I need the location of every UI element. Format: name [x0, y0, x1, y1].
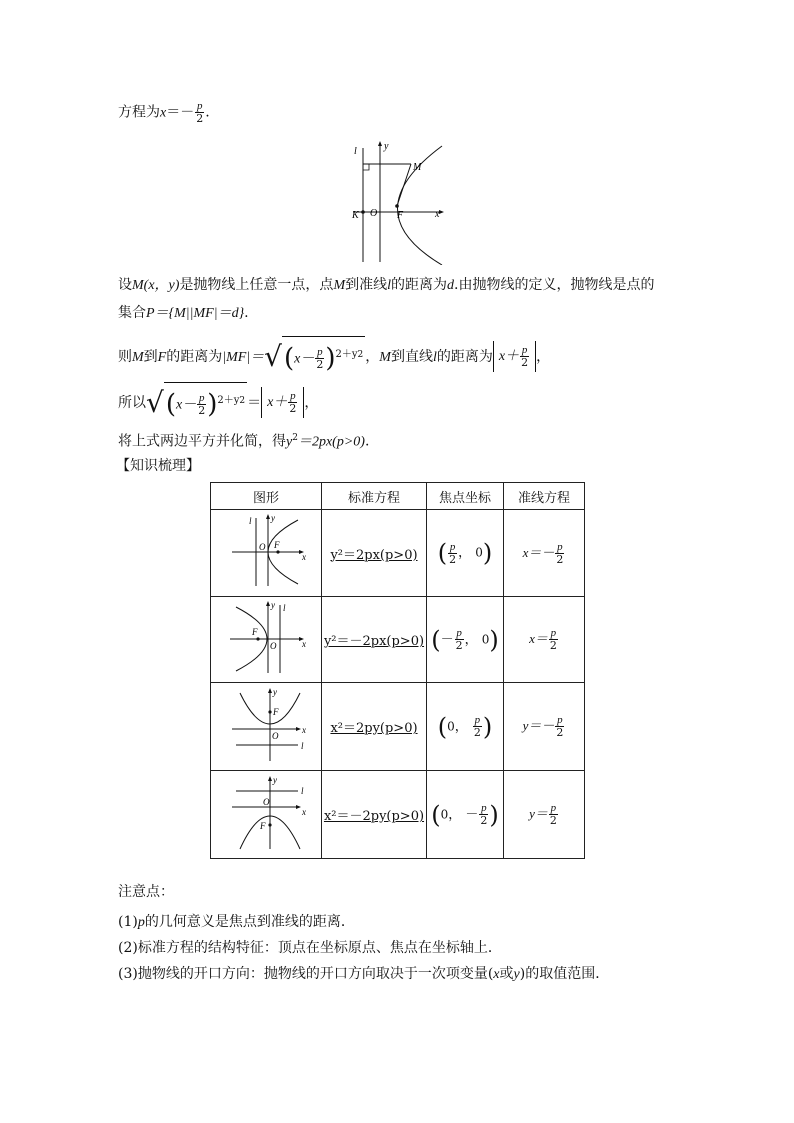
main-fig-label-K: K: [352, 210, 359, 221]
fig-label-y: y: [271, 513, 275, 523]
abs-x: x＋: [267, 395, 288, 411]
var-M: M: [132, 278, 144, 293]
directrix-num: p: [550, 802, 557, 814]
text-span: 到直线: [390, 348, 433, 365]
main-fig-label-F: F: [397, 210, 404, 221]
focus-num: p: [474, 714, 481, 726]
var-M: M: [379, 349, 391, 365]
intro-eq-rel: ＝－: [166, 104, 195, 121]
parabola-left-figure: [218, 599, 314, 677]
text-span: 到准线: [345, 277, 388, 293]
fig-label-F: F: [274, 540, 280, 550]
intro-frac-num: p: [196, 100, 203, 112]
fig-label-O: O: [263, 796, 270, 807]
header-equation: 标准方程: [322, 483, 427, 510]
text-span: 的距离为: [166, 348, 223, 365]
frac-num: p: [317, 346, 323, 359]
sqrt-tail: 2＋y: [217, 395, 240, 406]
fig-label-y: y: [271, 599, 275, 610]
directrix-cell: [504, 597, 585, 683]
sqrt-expression: √(x－ $\frac{p}{2}$ )$^{2+y2}$: [264, 336, 365, 378]
focus-den: 2: [455, 639, 463, 652]
intro-frac-den: 2: [196, 112, 204, 125]
header-directrix: 准线方程: [504, 483, 585, 510]
table-row: [211, 771, 585, 859]
table-header-row: [211, 483, 585, 510]
directrix-lhs: x＝: [529, 631, 548, 646]
intro-line: [118, 100, 210, 125]
directrix-cell: [504, 771, 585, 859]
main-fig-label-O: O: [370, 208, 378, 219]
var-y: y: [513, 967, 520, 982]
fig-label-x: x: [302, 806, 306, 817]
equation-text: y²＝－2px(p>0): [323, 634, 425, 649]
focus-cell: ( $\frac{p}{2}$ ， 0): [427, 510, 504, 597]
equation-cell: [322, 510, 427, 597]
derivation-line-2: [118, 303, 249, 324]
text-span: .由抛物线的定义，抛物线是点的: [454, 277, 655, 293]
text-span: 或: [499, 966, 514, 982]
derivation-line-3: [118, 336, 550, 378]
var-l: l: [387, 278, 391, 293]
main-fig-label-M: M: [413, 162, 422, 173]
fig-label-l: l: [301, 740, 304, 751]
fig-label-F: F: [273, 706, 279, 717]
focus-num: p: [449, 540, 456, 553]
directrix-den: 2: [556, 552, 564, 566]
directrix-lhs: y＝: [529, 806, 548, 821]
parabola-up-figure: [218, 685, 314, 765]
distance-MF: |MF|＝: [222, 349, 265, 365]
main-parabola-figure: [345, 140, 450, 265]
text-span: 到: [143, 348, 158, 365]
radical-sign: √: [146, 385, 164, 419]
text-span: ＝: [247, 394, 262, 411]
header-focus: 焦点坐标: [427, 483, 504, 510]
figure-cell: [211, 771, 322, 859]
frac-den: 2: [289, 401, 297, 415]
focus-den: 2: [480, 814, 488, 827]
sqrt-sup: 2: [357, 350, 364, 360]
fig-label-l: l: [301, 785, 304, 796]
intro-eq-lhs: x: [160, 105, 167, 121]
intro-end: .: [205, 104, 210, 121]
text-span: 是抛物线上任意一点，点: [179, 277, 334, 293]
text-span: (1): [118, 914, 138, 930]
sqrt-sup: 2: [239, 396, 246, 406]
focus-den: 2: [449, 552, 457, 566]
focus-num: p: [481, 802, 487, 814]
set-definition: P＝{M||MF|＝d}: [146, 306, 245, 321]
intro-prefix: 方程为: [118, 104, 160, 121]
equation-cell: [322, 771, 427, 859]
focus-cell: (0， $\frac{p}{2}$ ): [427, 683, 504, 771]
derivation-line-5: [118, 428, 369, 453]
text-span: 所以: [118, 394, 146, 411]
fig-label-y: y: [273, 686, 277, 697]
figure-cell: [211, 597, 322, 683]
parabola-down-figure: [218, 773, 314, 853]
directrix-num: p: [550, 627, 557, 639]
text-span: 的几何意义是焦点到准线的距离．: [144, 914, 355, 930]
text-span: .: [244, 305, 249, 321]
equation-cell: [322, 597, 427, 683]
var-y: y: [286, 434, 293, 450]
var-M: M: [333, 278, 346, 293]
note-3: [118, 964, 609, 985]
table-row: [211, 510, 585, 597]
table-row: [211, 597, 585, 683]
directrix-cell: [504, 683, 585, 771]
var-F: F: [157, 349, 167, 365]
text-span: ，: [536, 348, 551, 365]
main-fig-label-x: x: [435, 209, 440, 220]
focus-cell: (－ $\frac{p}{2}$ ， 0): [427, 597, 504, 683]
fig-label-O: O: [270, 640, 277, 651]
focus-cell: (0， － $\frac{p}{2}$ ): [427, 771, 504, 859]
fig-label-y: y: [273, 774, 277, 785]
figure-cell: [211, 510, 322, 597]
fig-label-l: l: [249, 516, 252, 526]
focus-a: 0: [440, 807, 449, 821]
coords-xy: (x，y): [143, 278, 180, 293]
table-row: [211, 683, 585, 771]
main-fig-label-l: l: [354, 146, 357, 157]
text-span: 的距离为: [391, 277, 447, 293]
directrix-den: 2: [556, 726, 564, 739]
section-heading: 【知识梳理】: [116, 458, 200, 474]
text-span: (3)抛物线的开口方向：抛物线的开口方向取决于一次项变量(: [118, 966, 494, 982]
focus-sign: －: [440, 632, 454, 647]
text-span: 将上式两边平方并化简，得: [118, 433, 286, 450]
directrix-lhs: y＝－: [522, 718, 555, 733]
derivation-line-4: [118, 382, 318, 424]
radical-sign: √: [264, 339, 282, 373]
abs-x: x＋: [498, 349, 520, 365]
intro-fraction: [195, 100, 204, 125]
text-span: 设: [118, 277, 132, 293]
parabola-right-figure: [218, 512, 314, 590]
parabola-table: [210, 482, 585, 859]
equation-text: x²＝2py(p>0): [330, 721, 418, 736]
fig-label-x: x: [302, 552, 306, 562]
focus-num: p: [456, 627, 462, 639]
var-x: x: [493, 967, 500, 982]
focus-b: 0: [475, 545, 483, 560]
focus-sign: －: [465, 807, 479, 822]
abs-expression: [493, 341, 536, 372]
directrix-cell: [504, 510, 585, 597]
focus-b: 0: [481, 632, 490, 646]
text-span: 集合: [118, 305, 146, 321]
notes-heading: 注意点：: [118, 884, 174, 900]
sup: 2: [292, 433, 298, 443]
text-span: 则: [118, 348, 132, 365]
sqrt-x: x－: [294, 351, 315, 367]
text-span: )的取值范围．: [519, 966, 610, 982]
abs-expression: [261, 387, 304, 418]
fig-label-x: x: [302, 724, 306, 735]
text-span: ，: [365, 348, 380, 365]
frac-den: 2: [316, 358, 324, 372]
frac-num: p: [198, 392, 205, 405]
fig-label-F: F: [252, 626, 258, 637]
directrix-den: 2: [549, 639, 557, 652]
var-d: d: [447, 278, 454, 293]
sqrt-tail: 2＋y: [335, 349, 358, 360]
directrix-num: p: [557, 714, 563, 726]
fig-label-O: O: [259, 542, 266, 552]
focus-den: 2: [473, 726, 481, 739]
directrix-num: p: [557, 540, 563, 553]
figure-cell: [211, 683, 322, 771]
sqrt-x: x－: [176, 397, 197, 413]
derivation-line-1: [118, 275, 654, 296]
frac-num: p: [521, 343, 528, 356]
frac-den: 2: [198, 404, 206, 418]
frac-num: p: [290, 389, 296, 402]
text-span: 的距离为: [436, 348, 493, 365]
frac-den: 2: [521, 355, 529, 369]
fig-label-x: x: [302, 638, 306, 649]
equation-text: y²＝2px(p>0): [330, 547, 418, 563]
text-span: .: [364, 433, 370, 450]
equation-text: x²＝－2py(p>0): [323, 809, 425, 824]
sqrt-expression: √(x－ $\frac{p}{2}$ )$^{2+y2}$: [146, 382, 247, 424]
var-p: p: [137, 915, 145, 930]
fig-label-F: F: [260, 820, 266, 831]
text-span: ，: [304, 394, 319, 411]
directrix-lhs: x＝－: [522, 544, 555, 560]
equation-cell: [322, 683, 427, 771]
rhs: ＝2px(p>0): [297, 434, 365, 450]
header-figure: 图形: [211, 483, 322, 510]
note-1: [118, 912, 355, 933]
var-M: M: [132, 349, 144, 365]
fig-label-O: O: [272, 730, 279, 741]
main-fig-label-y: y: [384, 141, 389, 152]
focus-a: 0: [447, 719, 455, 733]
note-2: (2)标准方程的结构特征：顶点在坐标原点、焦点在坐标轴上．: [118, 940, 502, 956]
var-l: l: [432, 349, 437, 365]
fig-label-l: l: [283, 602, 286, 613]
directrix-den: 2: [549, 814, 557, 827]
